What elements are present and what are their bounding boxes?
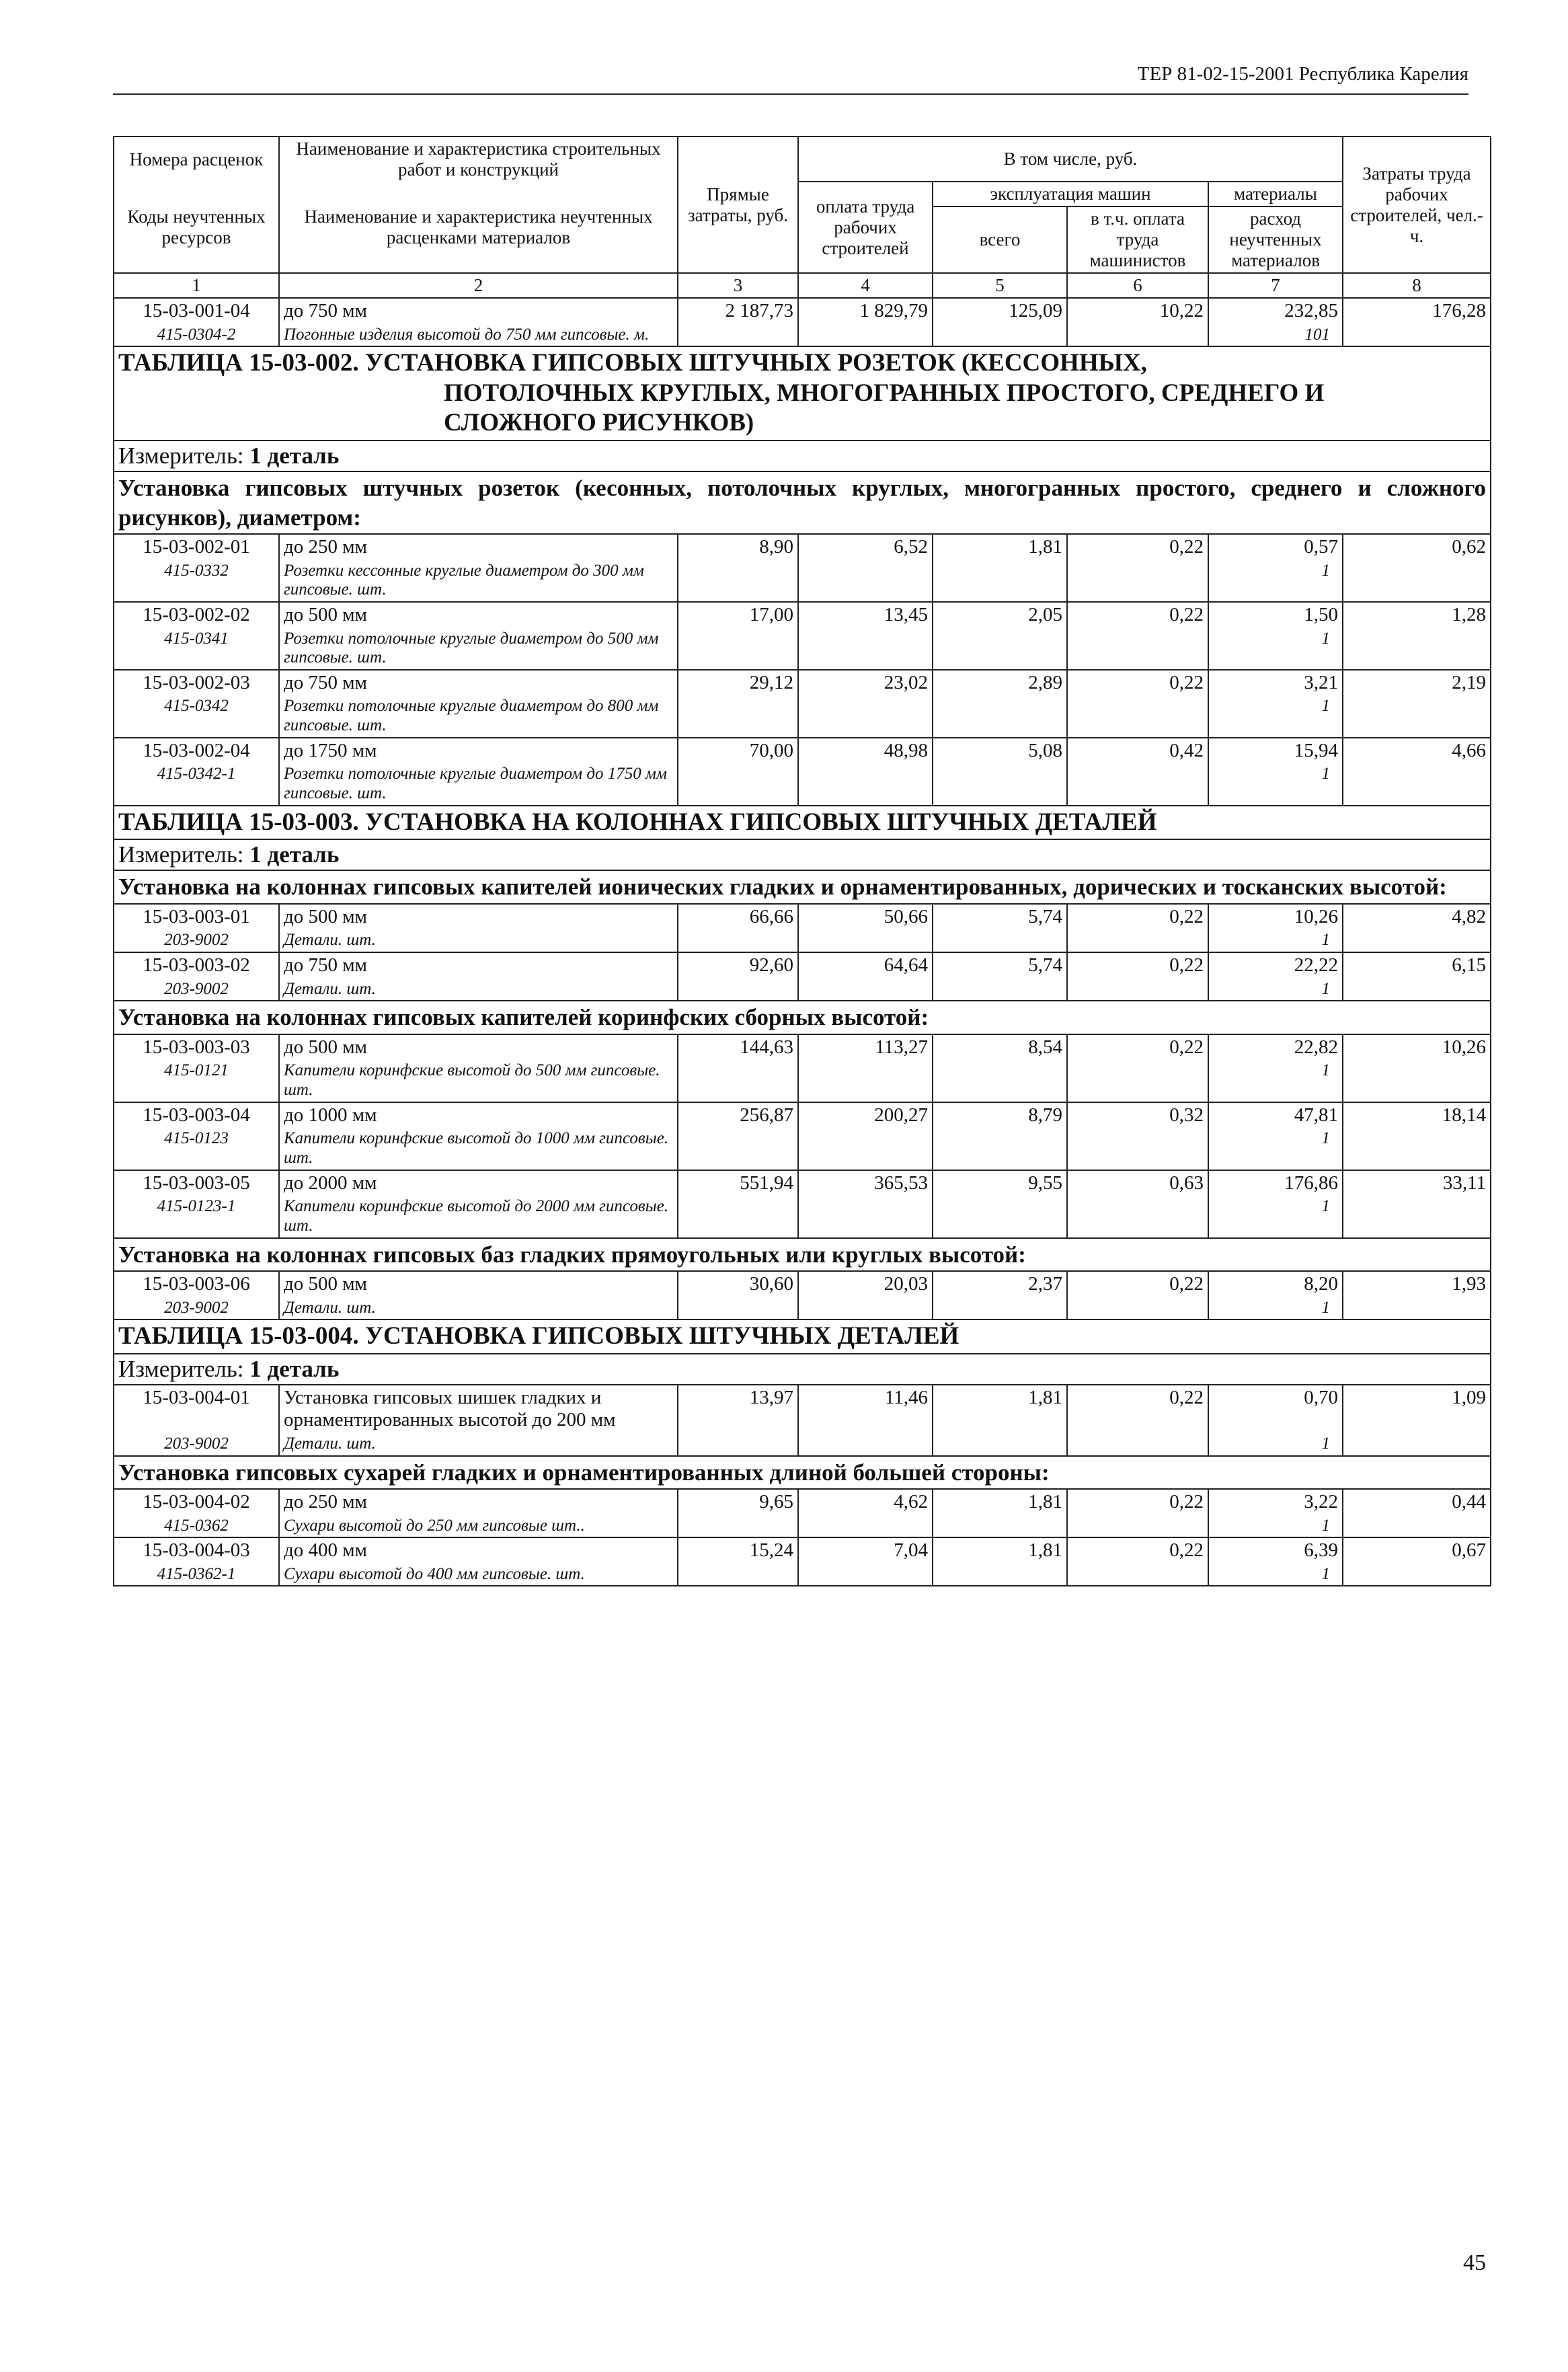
measurer-row: [114, 441, 1491, 471]
machine-costs: 1,81: [933, 1489, 1067, 1537]
unaccounted-material: Капители коринфские высотой до 1000 мм гипсовые. шт.: [279, 1128, 678, 1170]
rate-code: 15-03-002-01: [114, 534, 279, 560]
table-row: [114, 952, 1491, 978]
material-costs: 6,39: [1208, 1537, 1343, 1563]
material-costs: 22,82: [1208, 1034, 1343, 1060]
work-name: Установка гипсовых шишек гладких и орнаментированных высотой до 200 мм: [279, 1385, 678, 1433]
material-usage: 1: [1208, 1515, 1343, 1538]
worker-wages: 7,04: [798, 1537, 933, 1586]
machine-costs: 1,81: [933, 534, 1067, 602]
machine-costs: 2,37: [933, 1271, 1067, 1319]
group-title-row: [114, 1456, 1491, 1490]
breakdown-group-header: В том числе, руб.: [798, 137, 1343, 182]
section-title-line: ТАБЛИЦА 15-03-004. УСТАНОВКА ГИПСОВЫХ ШТУЧНЫХ ДЕТАЛЕЙ: [118, 1322, 959, 1350]
section-title-line: ТАБЛИЦА 15-03-003. УСТАНОВКА НА КОЛОННАХ ГИПСОВЫХ ШТУЧНЫХ ДЕТАЛЕЙ: [118, 808, 1157, 836]
resource-code: 415-0121: [114, 1060, 279, 1102]
operator-wages: 0,63: [1067, 1170, 1208, 1238]
col2-header-top: Наименование и характеристика строительных работ и конструкций: [279, 137, 678, 182]
price-table: [113, 136, 1491, 1586]
direct-costs: 256,87: [678, 1102, 798, 1170]
operator-wages: 0,42: [1067, 738, 1208, 806]
rate-code: 15-03-002-04: [114, 738, 279, 763]
labor-costs: 4,66: [1343, 738, 1491, 806]
machine-costs: 1,81: [933, 1385, 1067, 1455]
operator-wages: 0,22: [1067, 1537, 1208, 1586]
section-title-line: ТАБЛИЦА 15-03-002. УСТАНОВКА ГИПСОВЫХ ШТУЧНЫХ РОЗЕТОК (КЕССОННЫХ,: [118, 349, 1147, 377]
col1-header-top: Номера расценок: [114, 137, 279, 182]
group-title: Установка гипсовых сухарей гладких и орнаментированных длиной большей стороны:: [114, 1456, 1491, 1490]
labor-costs: 1,93: [1343, 1271, 1491, 1319]
material-costs: 232,85: [1208, 298, 1343, 323]
work-name: до 250 мм: [279, 1489, 678, 1515]
unaccounted-material: Розетки потолочные круглые диаметром до 500 мм гипсовые. шт.: [279, 628, 678, 671]
measurer: [114, 839, 1491, 870]
group-title-row: [114, 1001, 1491, 1034]
section-title-row: [114, 346, 1491, 440]
rate-code: 15-03-004-01: [114, 1385, 279, 1433]
column-number: 5: [933, 273, 1067, 298]
worker-wages: 48,98: [798, 738, 933, 806]
rate-code: 15-03-003-06: [114, 1271, 279, 1297]
operator-wages: 0,22: [1067, 670, 1208, 738]
worker-wages: 50,66: [798, 904, 933, 952]
machine-costs: 2,05: [933, 602, 1067, 670]
page-header: ТЕР 81-02-15-2001 Республика Карелия: [113, 63, 1468, 95]
labor-costs: 10,26: [1343, 1034, 1491, 1102]
operator-wages: 0,22: [1067, 534, 1208, 602]
table-row: [114, 602, 1491, 627]
measurer-row: [114, 1354, 1491, 1385]
labor-costs: 18,14: [1343, 1102, 1491, 1170]
rate-code: 15-03-001-04: [114, 298, 279, 323]
material-costs: 176,86: [1208, 1170, 1343, 1196]
work-name: до 250 мм: [279, 534, 678, 560]
col5-header: всего: [933, 206, 1067, 273]
material-costs: 3,22: [1208, 1489, 1343, 1515]
material-usage: 1: [1208, 929, 1343, 952]
column-number: 6: [1067, 273, 1208, 298]
material-costs: 0,70: [1208, 1385, 1343, 1433]
operator-wages: 0,22: [1067, 1271, 1208, 1319]
labor-costs: 1,28: [1343, 602, 1491, 670]
unaccounted-material: Сухари высотой до 250 мм гипсовые шт..: [279, 1515, 678, 1538]
table-row: [114, 534, 1491, 560]
resource-code: 203-9002: [114, 979, 279, 1001]
operator-wages: 10,22: [1067, 298, 1208, 346]
labor-costs: 4,82: [1343, 904, 1491, 952]
col7-header: расход неучтенных материалов: [1208, 206, 1343, 273]
operator-wages: 0,22: [1067, 952, 1208, 1001]
group-title: Установка гипсовых штучных розеток (кесонных, потолочных круглых, многогранных простого, среднего и сложного рисунков), диаметром:: [114, 471, 1491, 535]
direct-costs: 9,65: [678, 1489, 798, 1537]
resource-code: 415-0362-1: [114, 1564, 279, 1586]
worker-wages: 200,27: [798, 1102, 933, 1170]
material-usage: 1: [1208, 1060, 1343, 1102]
materials-group-header: материалы: [1208, 182, 1343, 206]
measurer-value: 1 деталь: [249, 442, 340, 469]
unaccounted-material: Детали. шт.: [279, 929, 678, 952]
worker-wages: 64,64: [798, 952, 933, 1001]
direct-costs: 15,24: [678, 1537, 798, 1586]
direct-costs: 29,12: [678, 670, 798, 738]
worker-wages: 6,52: [798, 534, 933, 602]
col4-header: оплата труда рабочих строителей: [798, 182, 933, 273]
material-usage: 1: [1208, 560, 1343, 603]
rate-code: 15-03-003-02: [114, 952, 279, 978]
col8-header: Затраты труда рабочих строителей, чел.-ч.: [1343, 137, 1491, 273]
material-usage: 1: [1208, 763, 1343, 806]
column-number: 7: [1208, 273, 1343, 298]
group-title-row: [114, 870, 1491, 904]
worker-wages: 365,53: [798, 1170, 933, 1238]
material-costs: 3,21: [1208, 670, 1343, 695]
section-title-row: [114, 1319, 1491, 1353]
material-usage: 1: [1208, 1196, 1343, 1238]
worker-wages: 4,62: [798, 1489, 933, 1537]
worker-wages: 113,27: [798, 1034, 933, 1102]
direct-costs: 92,60: [678, 952, 798, 1001]
unaccounted-material: Розетки потолочные круглые диаметром до 1750 мм гипсовые. шт.: [279, 763, 678, 806]
table-row: [114, 1385, 1491, 1433]
material-usage: 1: [1208, 979, 1343, 1001]
section-title: [114, 806, 1491, 839]
material-costs: 10,26: [1208, 904, 1343, 929]
material-costs: 0,57: [1208, 534, 1343, 560]
labor-costs: 33,11: [1343, 1170, 1491, 1238]
rate-code: 15-03-004-02: [114, 1489, 279, 1515]
resource-code: 415-0362: [114, 1515, 279, 1538]
direct-costs: 144,63: [678, 1034, 798, 1102]
group-title-row: [114, 471, 1491, 535]
machine-costs: 9,55: [933, 1170, 1067, 1238]
resource-code: 415-0342-1: [114, 763, 279, 806]
labor-costs: 0,62: [1343, 534, 1491, 602]
machines-group-header: эксплуатация машин: [933, 182, 1208, 206]
worker-wages: 20,03: [798, 1271, 933, 1319]
measurer-label: Измеритель:: [118, 841, 250, 868]
direct-costs: 13,97: [678, 1385, 798, 1455]
work-name: до 500 мм: [279, 602, 678, 627]
machine-costs: 5,08: [933, 738, 1067, 806]
table-row: [114, 904, 1491, 929]
table-row: [114, 1271, 1491, 1297]
rate-code: 15-03-002-03: [114, 670, 279, 695]
direct-costs: 30,60: [678, 1271, 798, 1319]
column-number: 4: [798, 273, 933, 298]
column-number: 3: [678, 273, 798, 298]
direct-costs: 70,00: [678, 738, 798, 806]
material-costs: 15,94: [1208, 738, 1343, 763]
resource-code: 203-9002: [114, 929, 279, 952]
measurer-value: 1 деталь: [249, 841, 340, 868]
worker-wages: 11,46: [798, 1385, 933, 1455]
labor-costs: 1,09: [1343, 1385, 1491, 1455]
table-row: [114, 1034, 1491, 1060]
material-usage: 1: [1208, 1564, 1343, 1586]
rate-code: 15-03-003-04: [114, 1102, 279, 1128]
table-row: [114, 298, 1491, 323]
unaccounted-material: Розетки кессонные круглые диаметром до 300 мм гипсовые. шт.: [279, 560, 678, 603]
material-usage: 1: [1208, 1433, 1343, 1456]
resource-code: 415-0123: [114, 1128, 279, 1170]
resource-code: 203-9002: [114, 1433, 279, 1456]
column-number: 8: [1343, 273, 1491, 298]
group-title: Установка на колоннах гипсовых баз гладких прямоугольных или круглых высотой:: [114, 1238, 1491, 1272]
unaccounted-material: Детали. шт.: [279, 1433, 678, 1456]
section-title-row: [114, 806, 1491, 839]
labor-costs: 6,15: [1343, 952, 1491, 1001]
machine-costs: 1,81: [933, 1537, 1067, 1586]
labor-costs: 176,28: [1343, 298, 1491, 346]
work-name: до 500 мм: [279, 1034, 678, 1060]
operator-wages: 0,22: [1067, 1385, 1208, 1455]
direct-costs: 17,00: [678, 602, 798, 670]
material-costs: 1,50: [1208, 602, 1343, 627]
material-costs: 22,22: [1208, 952, 1343, 978]
measurer-value: 1 деталь: [249, 1355, 340, 1382]
measurer-label: Измеритель:: [118, 442, 250, 469]
work-name: до 750 мм: [279, 298, 678, 323]
resource-code: 415-0341: [114, 628, 279, 671]
labor-costs: 0,67: [1343, 1537, 1491, 1586]
machine-costs: 5,74: [933, 904, 1067, 952]
work-name: до 1750 мм: [279, 738, 678, 763]
material-costs: 47,81: [1208, 1102, 1343, 1128]
machine-costs: 5,74: [933, 952, 1067, 1001]
operator-wages: 0,32: [1067, 1102, 1208, 1170]
rate-code: 15-03-003-05: [114, 1170, 279, 1196]
table-row: [114, 1170, 1491, 1196]
machine-costs: 2,89: [933, 670, 1067, 738]
resource-code: 415-0123-1: [114, 1196, 279, 1238]
unaccounted-material: Капители коринфские высотой до 500 мм гипсовые. шт.: [279, 1060, 678, 1102]
resource-code: 415-0332: [114, 560, 279, 603]
measurer: [114, 1354, 1491, 1385]
table-row: [114, 738, 1491, 763]
labor-costs: 0,44: [1343, 1489, 1491, 1537]
measurer-label: Измеритель:: [118, 1355, 250, 1382]
work-name: до 500 мм: [279, 904, 678, 929]
section-title-line: СЛОЖНОГО РИСУНКОВ): [444, 409, 754, 437]
work-name: до 1000 мм: [279, 1102, 678, 1128]
material-usage: 1: [1208, 1128, 1343, 1170]
unaccounted-material: Сухари высотой до 400 мм гипсовые. шт.: [279, 1564, 678, 1586]
table-row: [114, 670, 1491, 695]
operator-wages: 0,22: [1067, 904, 1208, 952]
table-row: [114, 1489, 1491, 1515]
section-title: [114, 346, 1491, 440]
labor-costs: 2,19: [1343, 670, 1491, 738]
worker-wages: 23,02: [798, 670, 933, 738]
group-title: Установка на колоннах гипсовых капителей коринфских сборных высотой:: [114, 1001, 1491, 1034]
unaccounted-material: Детали. шт.: [279, 979, 678, 1001]
material-usage: 101: [1208, 324, 1343, 347]
worker-wages: 13,45: [798, 602, 933, 670]
rate-code: 15-03-003-01: [114, 904, 279, 929]
col2-header-bottom: Наименование и характеристика неучтенных расценками материалов: [279, 182, 678, 273]
col1-header-bottom: Коды неучтенных ресурсов: [114, 182, 279, 273]
work-name: до 400 мм: [279, 1537, 678, 1563]
work-name: до 750 мм: [279, 952, 678, 978]
direct-costs: 551,94: [678, 1170, 798, 1238]
work-name: до 2000 мм: [279, 1170, 678, 1196]
rate-code: 15-03-004-03: [114, 1537, 279, 1563]
work-name: до 500 мм: [279, 1271, 678, 1297]
column-number: 1: [114, 273, 279, 298]
page-number: 45: [1463, 2250, 1486, 2275]
material-costs: 8,20: [1208, 1271, 1343, 1297]
table-row: [114, 1102, 1491, 1128]
rate-code: 15-03-002-02: [114, 602, 279, 627]
section-title-line: ПОТОЛОЧНЫХ КРУГЛЫХ, МНОГОГРАННЫХ ПРОСТОГО, СРЕДНЕГО И: [444, 379, 1325, 407]
unaccounted-material: Капители коринфские высотой до 2000 мм гипсовые. шт.: [279, 1196, 678, 1238]
unaccounted-material: Розетки потолочные круглые диаметром до 800 мм гипсовые. шт.: [279, 695, 678, 738]
operator-wages: 0,22: [1067, 1034, 1208, 1102]
column-numbers-row: [114, 273, 1491, 298]
resource-code: 203-9002: [114, 1297, 279, 1320]
col6-header: в т.ч. оплата труда машинистов: [1067, 206, 1208, 273]
table-row: [114, 1537, 1491, 1563]
direct-costs: 2 187,73: [678, 298, 798, 346]
measurer-row: [114, 839, 1491, 870]
machine-costs: 125,09: [933, 298, 1067, 346]
direct-costs: 66,66: [678, 904, 798, 952]
column-number: 2: [279, 273, 678, 298]
col3-header: Прямые затраты, руб.: [678, 137, 798, 273]
operator-wages: 0,22: [1067, 1489, 1208, 1537]
rate-code: 15-03-003-03: [114, 1034, 279, 1060]
section-title: [114, 1319, 1491, 1353]
work-name: до 750 мм: [279, 670, 678, 695]
unaccounted-material: Детали. шт.: [279, 1297, 678, 1320]
material-usage: 1: [1208, 695, 1343, 738]
unaccounted-material: Погонные изделия высотой до 750 мм гипсовые. м.: [279, 324, 678, 347]
resource-code: 415-0342: [114, 695, 279, 738]
material-usage: 1: [1208, 628, 1343, 671]
operator-wages: 0,22: [1067, 602, 1208, 670]
machine-costs: 8,79: [933, 1102, 1067, 1170]
material-usage: 1: [1208, 1297, 1343, 1320]
group-title-row: [114, 1238, 1491, 1272]
direct-costs: 8,90: [678, 534, 798, 602]
group-title: Установка на колоннах гипсовых капителей ионических гладких и орнаментированных, дорических и тосканских высотой:: [114, 870, 1491, 904]
resource-code: 415-0304-2: [114, 324, 279, 347]
measurer: [114, 441, 1491, 471]
machine-costs: 8,54: [933, 1034, 1067, 1102]
worker-wages: 1 829,79: [798, 298, 933, 346]
